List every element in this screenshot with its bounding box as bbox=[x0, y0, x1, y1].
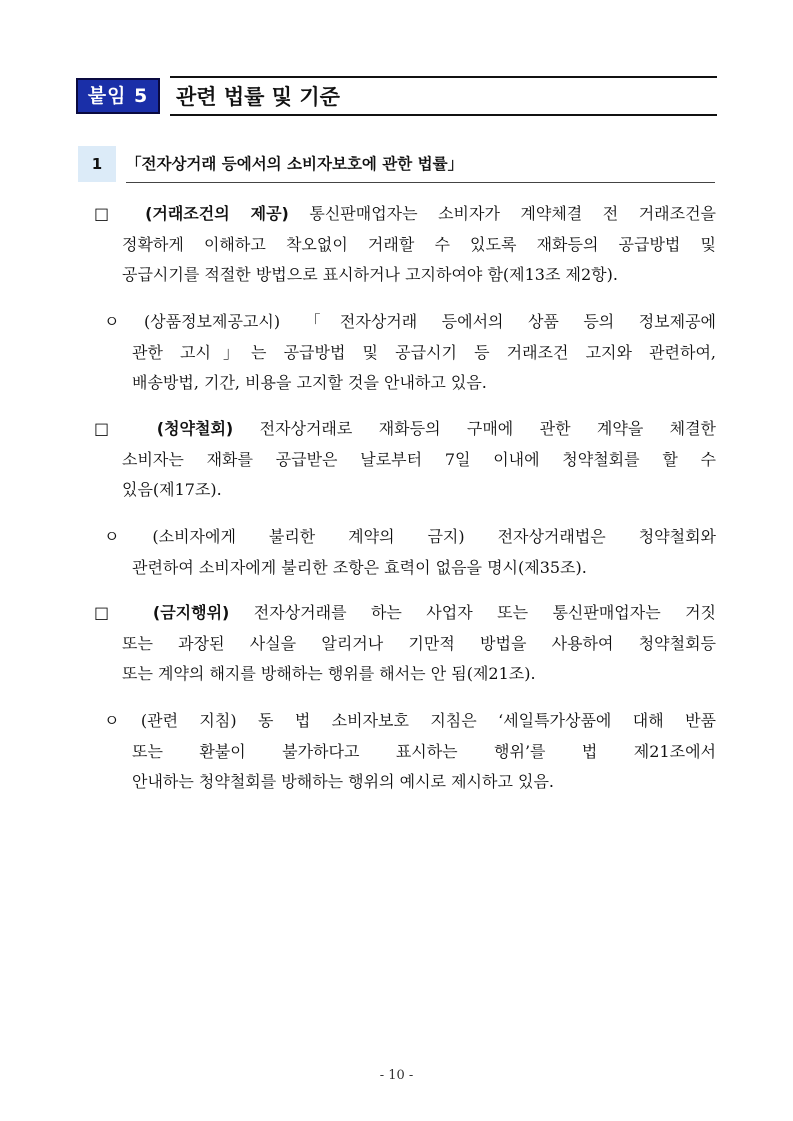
page-number: - 10 - bbox=[379, 1068, 414, 1083]
paragraph-line: 공급시기를 적절한 방법으로 표시하거나 고지하여야 함(제13조 제2항). bbox=[122, 265, 618, 284]
appendix-rule-top bbox=[170, 76, 717, 78]
paragraph-line: 또는 계약의 해지를 방해하는 행위를 해서는 안 됨(제21조). bbox=[122, 664, 536, 683]
appendix-rule-bottom bbox=[170, 114, 717, 116]
paragraph-line: 배송방법, 기간, 비용을 고지할 것을 안내하고 있음. bbox=[132, 373, 487, 392]
paragraph-line bbox=[94, 414, 716, 445]
paragraph-text: (관련 지침) 동 법 소비자보호 지침은 ‘세일특가상품에 대해 반품 bbox=[140, 711, 716, 730]
paragraph-line bbox=[104, 522, 716, 553]
paragraph-line: 소비자는 재화를 공급받은 날로부터 7일 이내에 청약철회를 할 수 bbox=[122, 449, 716, 469]
paragraph-line bbox=[104, 706, 716, 737]
appendix-heading bbox=[76, 76, 717, 116]
square-bullet-icon: □ bbox=[94, 419, 131, 438]
paragraph-line: 또는 환불이 불가하다고 표시하는 행위’를 법 제21조에서 bbox=[132, 741, 716, 761]
appendix-title: 관련 법률 및 기준 bbox=[176, 85, 340, 109]
paragraph-lead: (거래조건의 제공) bbox=[145, 204, 289, 223]
paragraph-withdrawal bbox=[94, 414, 716, 506]
square-bullet-icon: □ bbox=[94, 204, 125, 223]
paragraph-line: 있음(제17조). bbox=[122, 480, 222, 499]
square-bullet-icon: □ bbox=[94, 603, 129, 622]
paragraph-line: 관련하여 소비자에게 불리한 조항은 효력이 없음을 명시(제35조). bbox=[132, 557, 587, 577]
section-rule bbox=[126, 182, 715, 183]
paragraph-trade-conditions bbox=[94, 199, 716, 291]
section-heading bbox=[78, 146, 715, 184]
paragraph-related-guideline bbox=[104, 706, 716, 798]
paragraph-line bbox=[104, 307, 716, 338]
paragraph-text: 전자상거래로 재화등의 구매에 관한 계약을 체결한 bbox=[259, 419, 717, 438]
paragraph-unfavorable-contract bbox=[104, 522, 716, 583]
paragraph-line: 또는 과장된 사실을 알리거나 기만적 방법을 사용하여 청약철회등 bbox=[122, 633, 716, 653]
paragraph-product-info-notice bbox=[104, 307, 716, 399]
appendix-badge: 붙임 5 bbox=[76, 78, 160, 114]
circle-bullet-icon: ㅇ bbox=[104, 527, 120, 546]
paragraph-lead: (청약철회) bbox=[156, 419, 234, 438]
paragraph-line: 안내하는 청약철회를 방해하는 행위의 예시로 제시하고 있음. bbox=[132, 772, 555, 791]
section-number: 1 bbox=[78, 146, 116, 182]
paragraph-text: (소비자에게 불리한 계약의 금지) 전자상거래법은 청약철회와 bbox=[152, 527, 716, 546]
paragraph-line bbox=[94, 199, 716, 230]
circle-bullet-icon: ㅇ bbox=[104, 711, 120, 730]
paragraph-prohibited-acts bbox=[94, 598, 716, 690]
paragraph-text: 통신판매업자는 소비자가 계약체결 전 거래조건을 bbox=[309, 204, 716, 223]
paragraph-line bbox=[94, 598, 716, 629]
circle-bullet-icon: ㅇ bbox=[104, 312, 120, 331]
paragraph-text: (상품정보제공고시) 「전자상거래 등에서의 상품 등의 정보제공에 bbox=[143, 312, 716, 331]
paragraph-line: 관한 고시」는 공급방법 및 공급시기 등 거래조건 고지와 관련하여, bbox=[132, 342, 716, 362]
paragraph-line: 정확하게 이해하고 착오없이 거래할 수 있도록 재화등의 공급방법 및 bbox=[122, 234, 716, 254]
section-title: 「전자상거래 등에서의 소비자보호에 관한 법률」 bbox=[126, 155, 464, 173]
paragraph-lead: (금지행위) bbox=[152, 603, 230, 622]
paragraph-text: 전자상거래를 하는 사업자 또는 통신판매업자는 거짓 bbox=[253, 603, 716, 622]
